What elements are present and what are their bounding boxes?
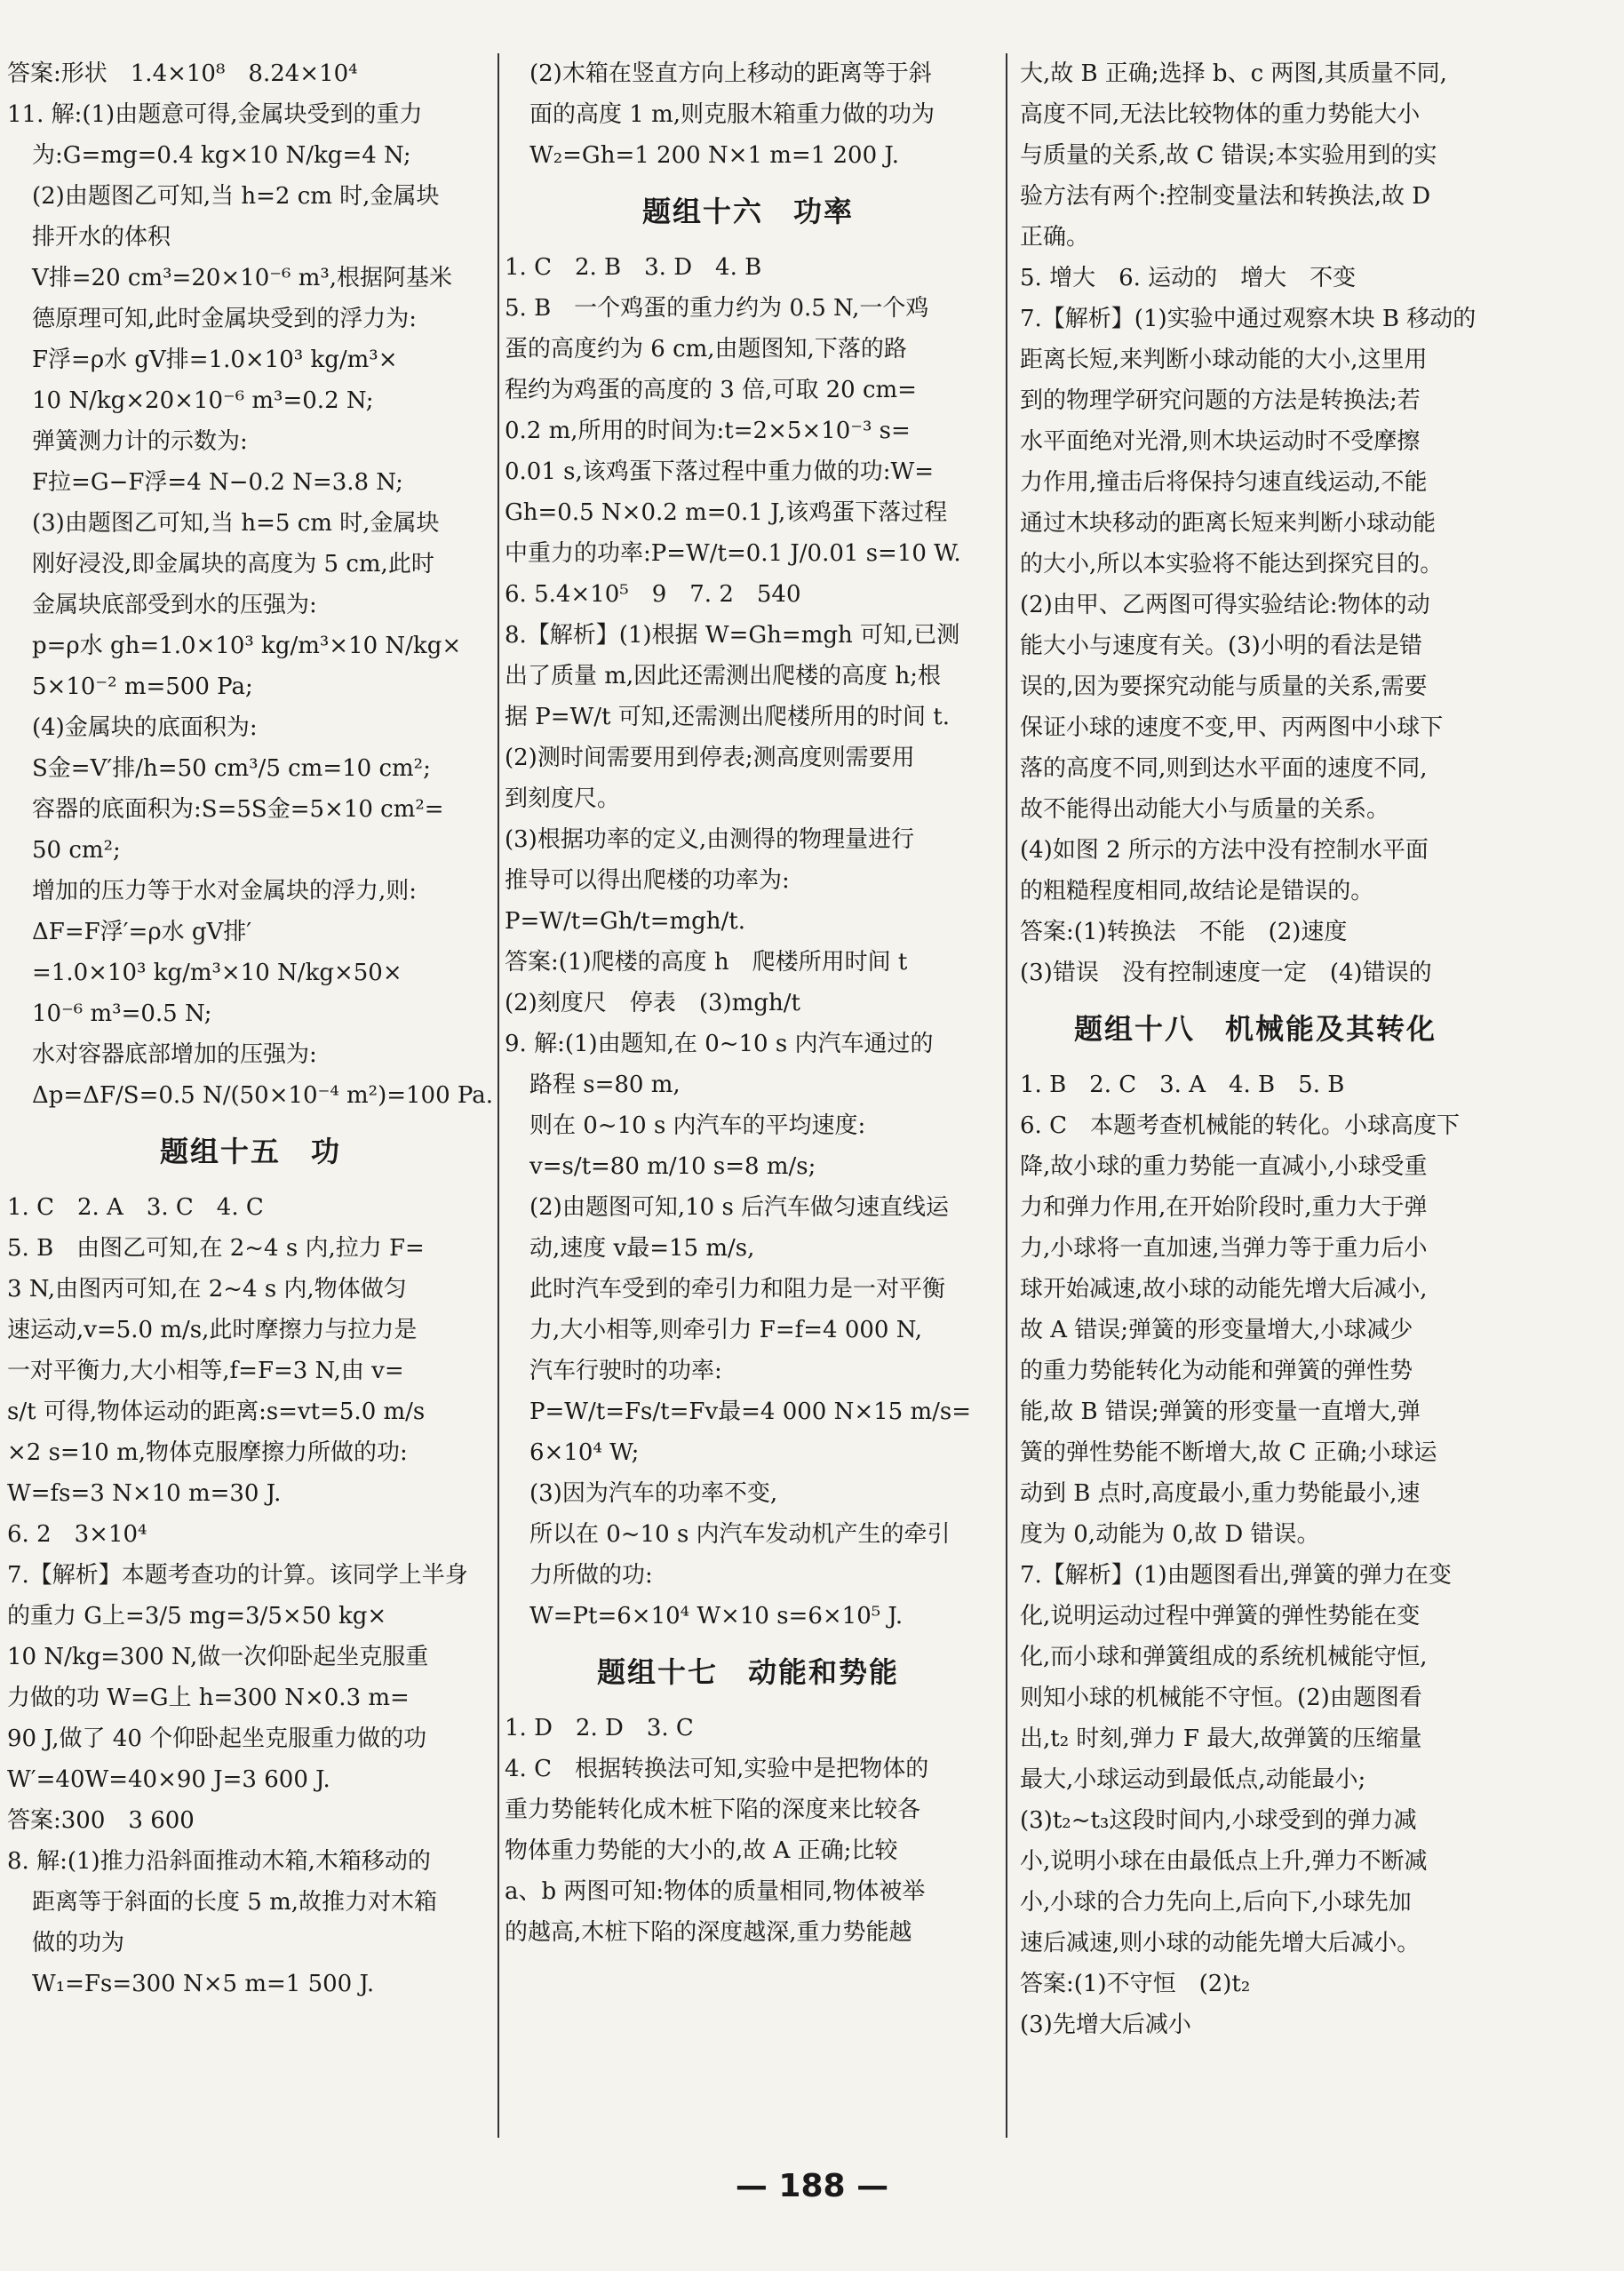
text-line: 物体重力势能的大小的,故 A 正确;比较 <box>505 1837 898 1864</box>
text-line: F浮=ρ水 gV排=1.0×10³ kg/m³× <box>32 347 398 373</box>
text-line: 排开水的体积 <box>32 224 171 251</box>
page-number: — 188 — <box>735 2168 889 2204</box>
text-line: P=W/t=Fs/t=Fv最=4 000 N×15 m/s= <box>529 1398 972 1425</box>
text-line: 面的高度 1 m,则克服木箱重力做的功为 <box>529 101 935 128</box>
text-line: 力做的功 W=G上 h=300 N×0.3 m= <box>7 1685 410 1711</box>
column-divider <box>498 53 499 2138</box>
text-column-2 <box>505 53 991 2138</box>
text-line: 金属块底部受到水的压强为: <box>32 592 317 618</box>
text-line: W=Pt=6×10⁴ W×10 s=6×10⁵ J. <box>529 1603 904 1630</box>
text-line: 90 J,做了 40 个仰卧起坐克服重力做的功 <box>7 1725 427 1752</box>
text-line: 的大小,所以本实验将不能达到探究目的。 <box>1020 551 1444 578</box>
text-line: 小,小球的合力先向上,后向下,小球先加 <box>1020 1889 1412 1916</box>
text-line: 0.01 s,该鸡蛋下落过程中重力做的功:W= <box>505 458 935 485</box>
text-line: 所以在 0~10 s 内汽车发动机产生的牵引 <box>529 1521 951 1548</box>
text-line: Gh=0.5 N×0.2 m=0.1 J,该鸡蛋下落过程 <box>505 499 948 526</box>
text-line: 容器的底面积为:S=5S金=5×10 cm²= <box>32 796 444 823</box>
text-line: =1.0×10³ kg/m³×10 N/kg×50× <box>32 960 402 986</box>
text-line: a、b 两图可知:物体的质量相同,物体被举 <box>505 1878 926 1905</box>
text-line: 速后减速,则小球的动能先增大后减小。 <box>1020 1930 1421 1956</box>
text-line: W₁=Fs=300 N×5 m=1 500 J. <box>32 1971 375 1997</box>
text-line: 为:G=mg=0.4 kg×10 N/kg=4 N; <box>32 142 411 169</box>
text-line: 水对容器底部增加的压强为: <box>32 1041 317 1068</box>
column-divider <box>1006 53 1007 2138</box>
text-line: 则知小球的机械能不守恒。(2)由题图看 <box>1020 1685 1422 1711</box>
text-line: S金=V′排/h=50 cm³/5 cm=10 cm²; <box>32 755 431 782</box>
text-line: 验方法有两个:控制变量法和转换法,故 D <box>1020 183 1431 210</box>
text-line: 水平面绝对光滑,则木块运动时不受摩擦 <box>1020 428 1421 455</box>
text-line: 降,故小球的重力势能一直减小,小球受重 <box>1020 1153 1428 1180</box>
text-line: 据 P=W/t 可知,还需测出爬楼所用的时间 t. <box>505 704 950 730</box>
text-line: (3)因为汽车的功率不变, <box>529 1480 778 1507</box>
text-line: 力,大小相等,则牵引力 F=f=4 000 N, <box>529 1317 923 1343</box>
text-line: 速运动,v=5.0 m/s,此时摩擦力与拉力是 <box>7 1317 418 1343</box>
text-line: (3)由题图乙可知,当 h=5 cm 时,金属块 <box>32 510 440 537</box>
text-line: 1. C 2. B 3. D 4. B <box>505 254 762 281</box>
text-line: 误的,因为要探究动能与质量的关系,需要 <box>1020 673 1428 700</box>
text-line: 6×10⁴ W; <box>529 1439 640 1466</box>
text-line: 增加的压力等于水对金属块的浮力,则: <box>32 878 418 904</box>
text-line: 1. C 2. A 3. C 4. C <box>7 1194 264 1221</box>
text-line: 蛋的高度约为 6 cm,由题图知,下落的路 <box>505 336 907 363</box>
text-line: 6. 2 3×10⁴ <box>7 1521 147 1548</box>
text-line: (3)t₂~t₃这段时间内,小球受到的弹力减 <box>1020 1807 1417 1834</box>
text-line: 则在 0~10 s 内汽车的平均速度: <box>529 1112 866 1139</box>
text-line: 答案:(1)爬楼的高度 h 爬楼所用时间 t <box>505 949 908 976</box>
text-line: 5. B 由图乙可知,在 2~4 s 内,拉力 F= <box>7 1235 425 1262</box>
text-line: 德原理可知,此时金属块受到的浮力为: <box>32 306 418 332</box>
text-line: 出了质量 m,因此还需测出爬楼的高度 h;根 <box>505 663 941 689</box>
text-line: 11. 解:(1)由题意可得,金属块受到的重力 <box>7 101 423 128</box>
text-line: (2)刻度尺 停表 (3)mgh/t <box>505 990 800 1016</box>
text-line: 簧的弹性势能不断增大,故 C 正确;小球运 <box>1020 1439 1437 1466</box>
text-line: 力和弹力作用,在开始阶段时,重力大于弹 <box>1020 1194 1428 1221</box>
text-column-3 <box>1020 53 1491 2138</box>
text-line: (3)错误 没有控制速度一定 (4)错误的 <box>1020 960 1432 986</box>
text-line: 保证小球的速度不变,甲、丙两图中小球下 <box>1020 714 1444 741</box>
text-line: 化,而小球和弹簧组成的系统机械能守恒, <box>1020 1644 1428 1670</box>
text-line: (3)根据功率的定义,由测得的物理量进行 <box>505 826 915 853</box>
text-line: 距离等于斜面的长度 5 m,故推力对木箱 <box>32 1889 437 1916</box>
text-line: 5×10⁻² m=500 Pa; <box>32 673 253 700</box>
text-line: 弹簧测力计的示数为: <box>32 428 248 455</box>
text-line: 6. 5.4×10⁵ 9 7. 2 540 <box>505 581 801 608</box>
text-line: 距离长短,来判断小球动能的大小,这里用 <box>1020 347 1428 373</box>
text-line: 落的高度不同,则到达水平面的速度不同, <box>1020 755 1428 782</box>
text-line: 10⁻⁶ m³=0.5 N; <box>32 1000 212 1027</box>
text-line: s/t 可得,物体运动的距离:s=vt=5.0 m/s <box>7 1398 426 1425</box>
text-line: 重力势能转化成木桩下陷的深度来比较各 <box>505 1797 921 1823</box>
text-line: P=W/t=Gh/t=mgh/t. <box>505 908 746 935</box>
text-line: 10 N/kg×20×10⁻⁶ m³=0.2 N; <box>32 387 374 414</box>
text-line: 答案:300 3 600 <box>7 1807 195 1834</box>
text-line: W′=40W=40×90 J=3 600 J. <box>7 1766 330 1793</box>
text-line: 大,故 B 正确;选择 b、c 两图,其质量不同, <box>1020 60 1447 87</box>
text-line: 7.【解析】(1)实验中通过观察木块 B 移动的 <box>1020 306 1477 332</box>
text-line: 程约为鸡蛋的高度的 3 倍,可取 20 cm= <box>505 377 917 403</box>
text-line: 答案:形状 1.4×10⁸ 8.24×10⁴ <box>7 60 358 87</box>
text-line: 一对平衡力,大小相等,f=F=3 N,由 v= <box>7 1358 404 1384</box>
text-line: 动,速度 v最=15 m/s, <box>529 1235 755 1262</box>
text-line: W=fs=3 N×10 m=30 J. <box>7 1480 282 1507</box>
text-line: p=ρ水 gh=1.0×10³ kg/m³×10 N/kg× <box>32 633 462 659</box>
text-line: F拉=G−F浮=4 N−0.2 N=3.8 N; <box>32 469 403 496</box>
text-line: 7.【解析】(1)由题图看出,弹簧的弹力在变 <box>1020 1562 1452 1589</box>
text-line: 力作用,撞击后将保持匀速直线运动,不能 <box>1020 469 1428 496</box>
text-line: 6. C 本题考查机械能的转化。小球高度下 <box>1020 1112 1460 1139</box>
text-line: 到刻度尺。 <box>505 785 621 812</box>
text-line: (2)由题图可知,10 s 后汽车做匀速直线运 <box>529 1194 950 1221</box>
text-line: 出,t₂ 时刻,弹力 F 最大,故弹簧的压缩量 <box>1020 1725 1422 1752</box>
text-line: 做的功为 <box>32 1930 125 1956</box>
text-line: 7.【解析】本题考查功的计算。该同学上半身 <box>7 1562 468 1589</box>
text-line: v=s/t=80 m/10 s=8 m/s; <box>529 1153 816 1180</box>
text-line: Δp=ΔF/S=0.5 N/(50×10⁻⁴ m²)=100 Pa. <box>32 1082 493 1109</box>
text-line: 力所做的功: <box>529 1562 653 1589</box>
text-line: 力,小球将一直加速,当弹力等于重力后小 <box>1020 1235 1428 1262</box>
text-line: 球开始减速,故小球的动能先增大后减小, <box>1020 1276 1428 1303</box>
text-line: 最大,小球运动到最低点,动能最小; <box>1020 1766 1366 1793</box>
text-line: 到的物理学研究问题的方法是转换法;若 <box>1020 387 1421 414</box>
section-heading: 题组十六 功率 <box>641 195 854 228</box>
text-line: (2)由甲、乙两图可得实验结论:物体的动 <box>1020 592 1430 618</box>
text-line: 4. C 根据转换法可知,实验中是把物体的 <box>505 1756 929 1782</box>
text-line: 化,说明运动过程中弹簧的弹性势能在变 <box>1020 1603 1421 1630</box>
text-line: ×2 s=10 m,物体克服摩擦力所做的功: <box>7 1439 408 1466</box>
text-line: 的重力势能转化为动能和弹簧的弹性势 <box>1020 1358 1413 1384</box>
text-line: 1. B 2. C 3. A 4. B 5. B <box>1020 1072 1345 1098</box>
text-line: 通过木块移动的距离长短来判断小球动能 <box>1020 510 1437 537</box>
text-line: ΔF=F浮′=ρ水 gV排′ <box>32 919 252 945</box>
text-line: 的粗糙程度相同,故结论是错误的。 <box>1020 878 1374 904</box>
section-heading: 题组十五 功 <box>159 1135 341 1168</box>
text-line: (2)测时间需要用到停表;测高度则需要用 <box>505 745 915 771</box>
text-line: 10 N/kg=300 N,做一次仰卧起坐克服重 <box>7 1644 429 1670</box>
text-line: W₂=Gh=1 200 N×1 m=1 200 J. <box>529 142 900 169</box>
text-line: (2)由题图乙可知,当 h=2 cm 时,金属块 <box>32 183 440 210</box>
text-line: 度为 0,动能为 0,故 D 错误。 <box>1020 1521 1320 1548</box>
text-line: 汽车行驶时的功率: <box>529 1358 722 1384</box>
text-line: 3 N,由图丙可知,在 2~4 s 内,物体做匀 <box>7 1276 407 1303</box>
text-line: 答案:(1)不守恒 (2)t₂ <box>1020 1971 1251 1997</box>
text-line: 8.【解析】(1)根据 W=Gh=mgh 可知,已测 <box>505 622 960 649</box>
text-line: 5. 增大 6. 运动的 增大 不变 <box>1020 265 1357 291</box>
text-line: V排=20 cm³=20×10⁻⁶ m³,根据阿基米 <box>32 265 453 291</box>
text-line: (3)先增大后减小 <box>1020 2012 1191 2038</box>
text-line: 正确。 <box>1020 224 1090 251</box>
text-line: 50 cm²; <box>32 837 121 864</box>
text-line: 故 A 错误;弹簧的形变量增大,小球减少 <box>1020 1317 1413 1343</box>
text-line: 中重力的功率:P=W/t=0.1 J/0.01 s=10 W. <box>505 540 961 567</box>
text-line: 8. 解:(1)推力沿斜面推动木箱,木箱移动的 <box>7 1848 431 1875</box>
text-line: 0.2 m,所用的时间为:t=2×5×10⁻³ s= <box>505 418 911 444</box>
text-line: 刚好浸没,即金属块的高度为 5 cm,此时 <box>32 551 434 578</box>
text-line: 能大小与速度有关。(3)小明的看法是错 <box>1020 633 1422 659</box>
text-line: (2)木箱在竖直方向上移动的距离等于斜 <box>529 60 932 87</box>
text-line: 高度不同,无法比较物体的重力势能大小 <box>1020 101 1421 128</box>
text-line: (4)金属块的底面积为: <box>32 714 258 741</box>
text-line: 动到 B 点时,高度最小,重力势能最小,速 <box>1020 1480 1421 1507</box>
text-line: 1. D 2. D 3. C <box>505 1715 694 1741</box>
text-line: 故不能得出动能大小与质量的关系。 <box>1020 796 1390 823</box>
text-line: 5. B 一个鸡蛋的重力约为 0.5 N,一个鸡 <box>505 295 929 322</box>
text-line: 与质量的关系,故 C 错误;本实验用到的实 <box>1020 142 1437 169</box>
text-line: 的重力 G上=3/5 mg=3/5×50 kg× <box>7 1603 387 1630</box>
section-heading: 题组十七 动能和势能 <box>596 1655 899 1689</box>
text-line: 小,说明小球在由最低点上升,弹力不断减 <box>1020 1848 1428 1875</box>
text-line: 9. 解:(1)由题知,在 0~10 s 内汽车通过的 <box>505 1031 934 1057</box>
section-heading: 题组十八 机械能及其转化 <box>1073 1012 1437 1046</box>
text-line: 路程 s=80 m, <box>529 1072 681 1098</box>
text-line: (4)如图 2 所示的方法中没有控制水平面 <box>1020 837 1429 864</box>
text-line: 答案:(1)转换法 不能 (2)速度 <box>1020 919 1348 945</box>
text-column-1 <box>7 53 494 2138</box>
text-line: 推导可以得出爬楼的功率为: <box>505 867 790 894</box>
text-line: 的越高,木桩下陷的深度越深,重力势能越 <box>505 1919 912 1946</box>
text-line: 能,故 B 错误;弹簧的形变量一直增大,弹 <box>1020 1398 1421 1425</box>
text-line: 此时汽车受到的牵引力和阻力是一对平衡 <box>529 1276 946 1303</box>
